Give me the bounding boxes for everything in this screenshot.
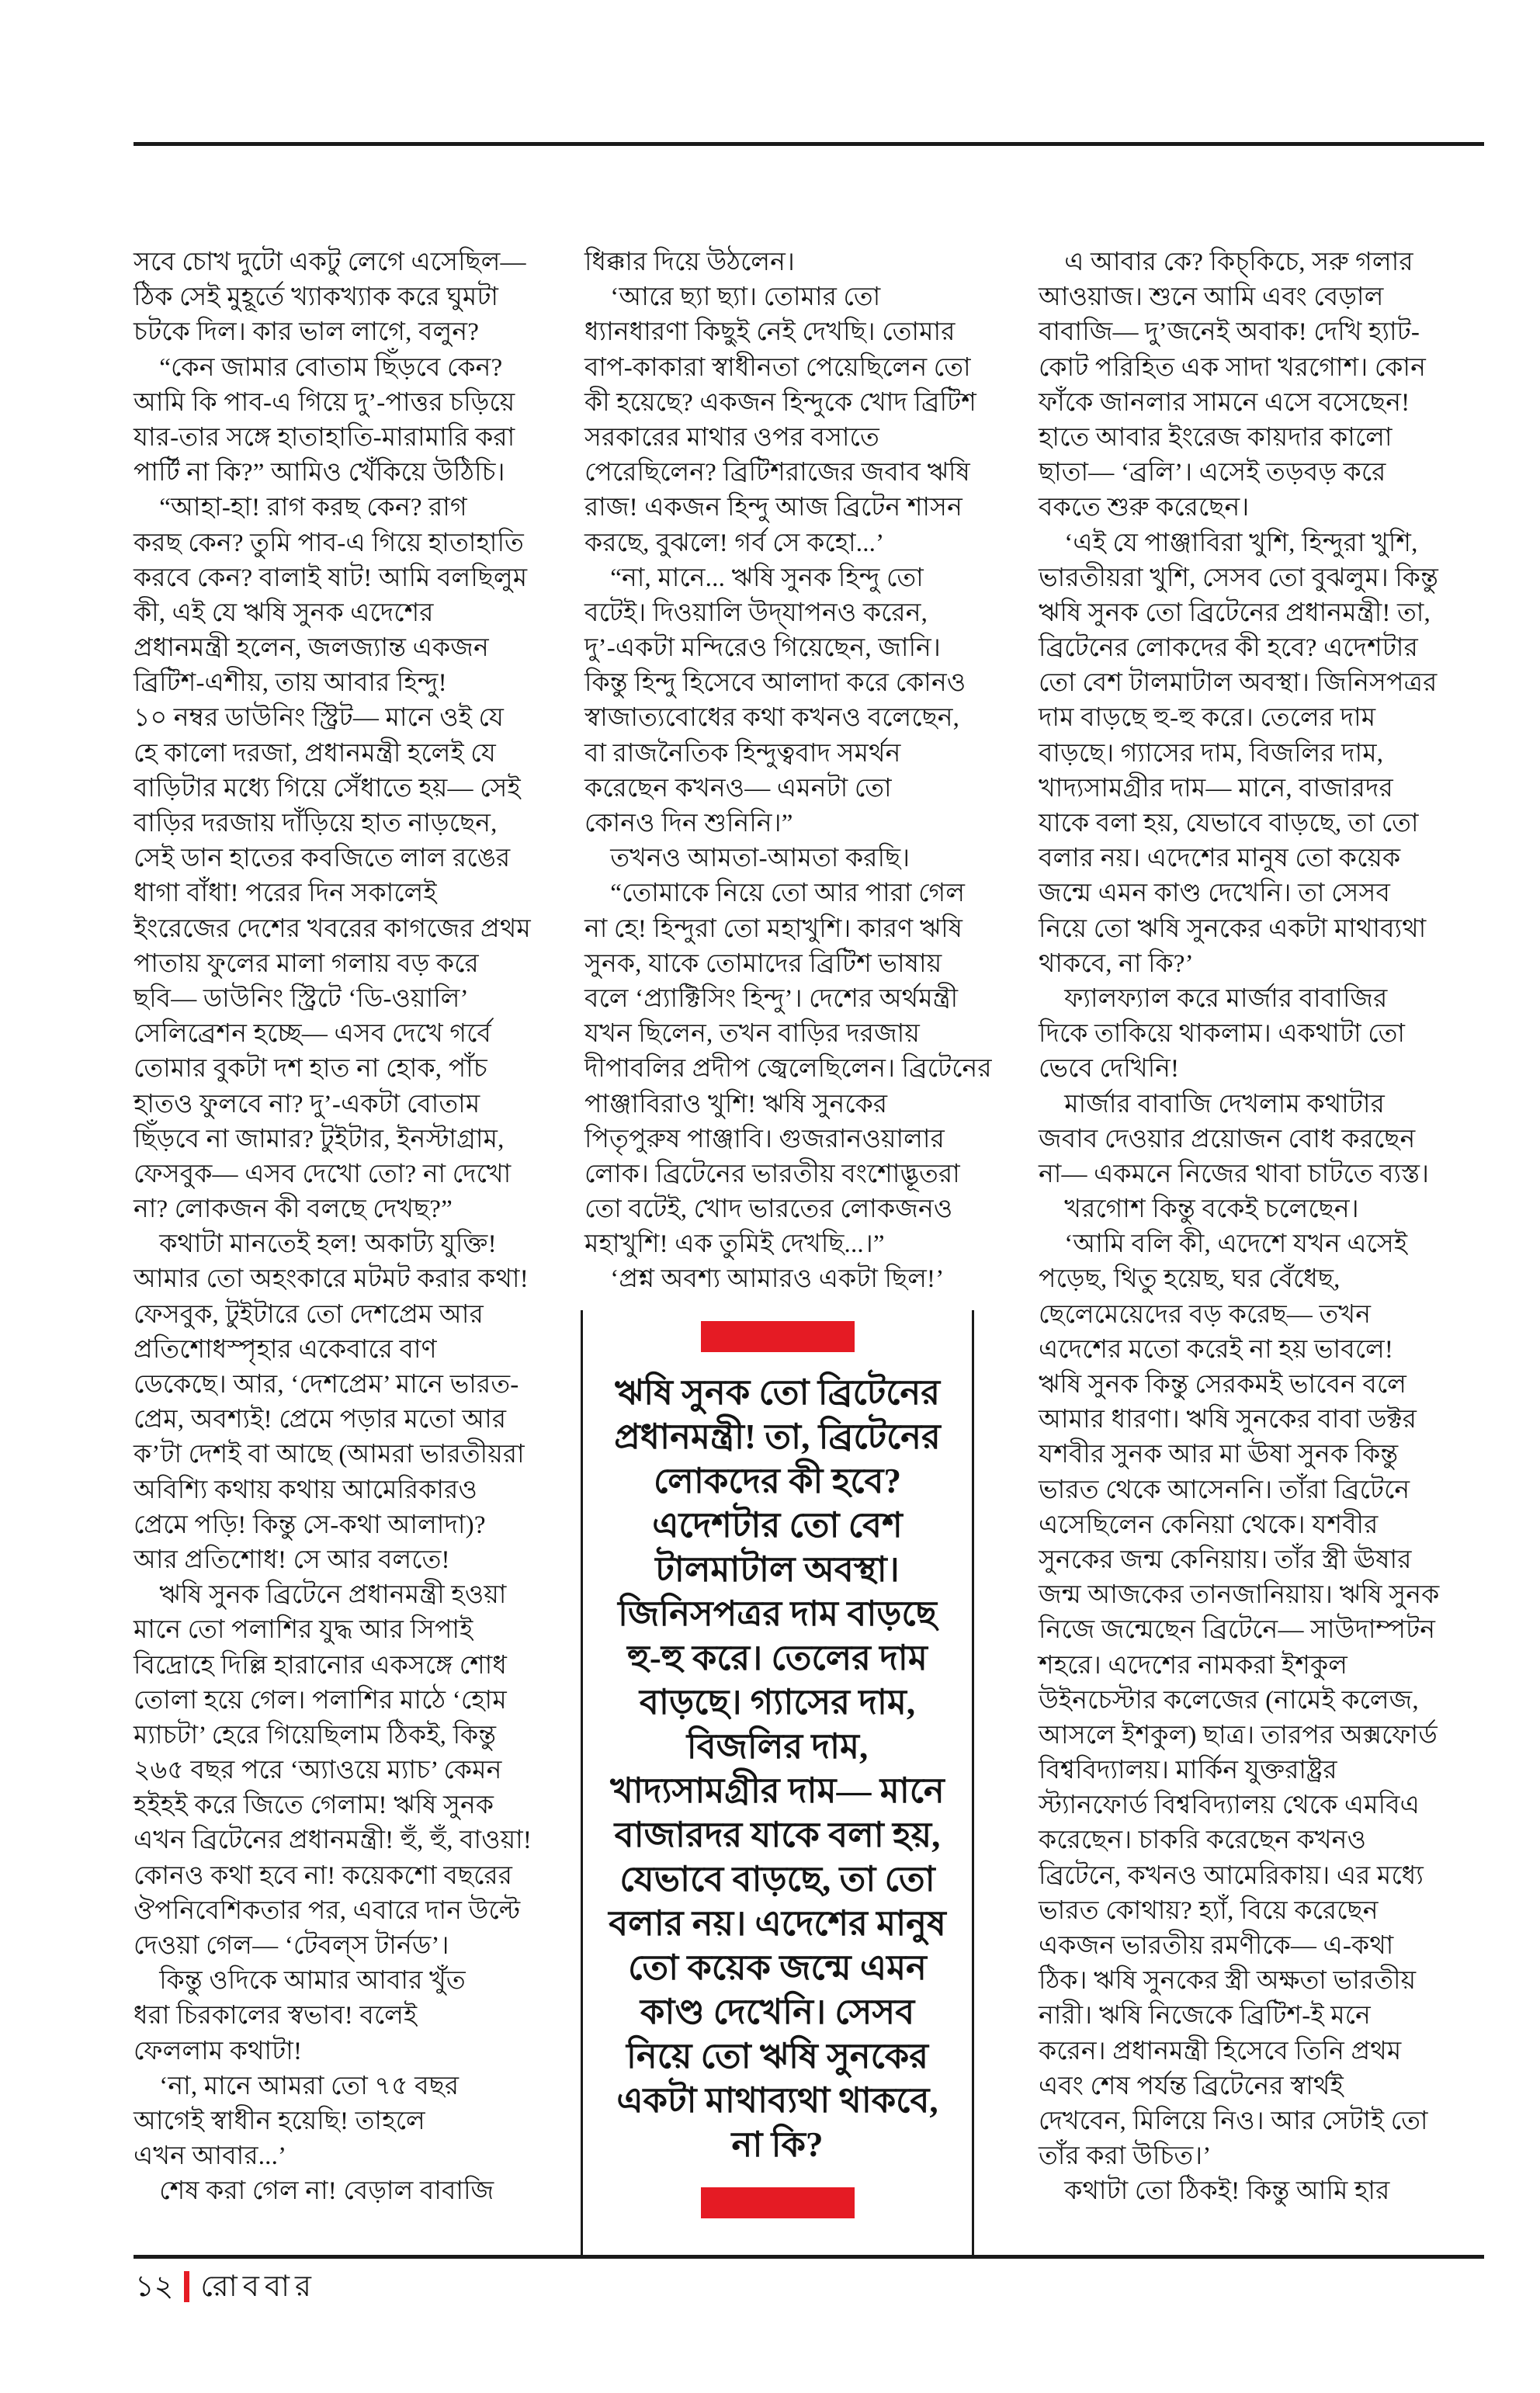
text-line: ‘এই যে পাঞ্জাবিরা খুশি, হিন্দুরা খুশি, (1039, 529, 1418, 557)
text-line: জন্মে এমন কাণ্ড দেখেনি। তা সেসব (1039, 879, 1391, 908)
text-line: আওয়াজ। শুনে আমি এবং বেড়াল (1039, 283, 1384, 312)
text-line: জন্ম আজকের তানজানিয়ায়। ঋষি সুনক (1039, 1581, 1440, 1610)
text-line: কোনও কথা হবে না! কয়েকশো বছরের (134, 1861, 513, 1890)
text-line: থাকবে, না কি?’ (1039, 949, 1194, 978)
text-line: আমার ধারণা। ঋষি সুনকের বাবা ডক্টর (1039, 1406, 1417, 1434)
text-line: তো বেশ টালমাটাল অবস্থা। জিনিসপত্রর (1039, 669, 1438, 698)
text-line: কী, এই যে ঋষি সুনক এদেশের (134, 598, 434, 627)
text-line: যাকে বলা হয়, যেভাবে বাড়ছে, তা তো (1039, 810, 1419, 838)
text-line: ব্রিটিশ-এশীয়, তায় আবার হিন্দু! (134, 669, 447, 698)
text-line: পেরেছিলেন? ব্রিটিশরাজের জবাব ঋষি (584, 459, 970, 487)
text-line: আগেই স্বাধীন হয়েছি! তাহলে (134, 2107, 425, 2135)
text-line: স্বাজাত্যবোধের কথা কখনও বলেছেন, (584, 704, 960, 733)
pull-quote-line: বিজলির দাম, (686, 1727, 869, 1766)
text-line: প্রধানমন্ত্রী হলেন, জলজ্যান্ত একজন (134, 634, 489, 663)
text-line: মার্জার বাবাজি দেখলাম কথাটার (1039, 1090, 1385, 1118)
text-line: ধাগা বাঁধা! পরের দিন সকালেই (134, 879, 437, 908)
text-line: পিতৃপুরুষ পাঞ্জাবি। গুজরানওয়ালার (584, 1125, 945, 1153)
pull-quote-line: বাড়ছে। গ্যাসের দাম, (639, 1683, 916, 1722)
text-line: শেষ করা গেল না! বেড়াল বাবাজি (134, 2177, 494, 2206)
text-line: বাবাজি— দু’জনেই অবাক! দেখি হ্যাট- (1039, 318, 1420, 347)
text-line: করছ কেন? তুমি পাব-এ গিয়ে হাতাহাতি (134, 529, 524, 557)
text-line: এখন ব্রিটেনের প্রধানমন্ত্রী! হুঁ, হুঁ, বাওয়া! (134, 1826, 532, 1855)
text-line: ক’টা দেশই বা আছে (আমরা ভারতীয়রা (134, 1441, 525, 1469)
text-line: করেন। প্রধানমন্ত্রী হিসেবে তিনি প্রথম (1039, 2037, 1402, 2065)
text-line: পাতায় ফুলের মালা গলায় বড় করে (134, 949, 479, 978)
text-line: সবে চোখ দুটো একটু লেগে এসেছিল— (134, 248, 526, 276)
text-line: ভারত কোথায়? হ্যাঁ, বিয়ে করেছেন (1039, 1896, 1379, 1925)
text-line: এবং শেষ পর্যন্ত ব্রিটেনের স্বার্থই (1039, 2072, 1344, 2100)
article-column-right (1039, 245, 1440, 2210)
text-line: ব্রিটেনের লোকদের কী হবে? এদেশটার (1039, 634, 1418, 663)
text-line: প্রেম, অবশ্যই! প্রেমে পড়ার মতো আর (134, 1406, 507, 1434)
footer-divider-rule (134, 2255, 1484, 2259)
text-line: কোনও দিন শুনিনি।” (584, 810, 793, 838)
text-line: করছে, বুঝলে! গর্ব সে কহো...’ (584, 529, 885, 557)
pull-quote-line: খাদ্যসামগ্রীর দাম— মানে (610, 1771, 945, 1810)
text-line: তো বটেই, খোদ ভারতের লোকজনও (584, 1195, 953, 1224)
text-line: ছাতা— ‘ব্রলি’। এসেই তড়বড় করে (1039, 459, 1386, 487)
text-line: বিদ্রোহে দিল্লি হারানোর একসঙ্গে শোধ (134, 1651, 508, 1680)
text-line: লোক। ব্রিটেনের ভারতীয় বংশোদ্ভূতরা (584, 1160, 960, 1188)
text-line: অবিশ্যি কথায় কথায় আমেরিকারও (134, 1476, 477, 1504)
text-line: করেছেন কখনও— এমনটা তো (584, 774, 892, 803)
pull-quote-divider-right (972, 1310, 974, 2256)
text-line: রাজ! একজন হিন্দু আজ ব্রিটেন শাসন (584, 494, 963, 522)
text-line: দেওয়া গেল— ‘টেবল্‌স টার্নড’। (134, 1932, 449, 1960)
pull-quote-line: বলার নয়। এদেশের মানুষ (609, 1904, 946, 1943)
text-line: কিন্তু হিন্দু হিসেবে আলাদা করে কোনও (584, 669, 966, 698)
text-line: “তোমাকে নিয়ে তো আর পারা গেল (584, 879, 966, 908)
text-line: ঠিক সেই মুহূর্তে খ্যাকখ্যাক করে ঘুমটা (134, 283, 499, 312)
text-line: সেলিব্রেশন হচ্ছে— এসব দেখে গর্বে (134, 1020, 491, 1049)
text-line: মানে তো পলাশির যুদ্ধ আর সিপাই (134, 1616, 473, 1645)
text-line: করবে কেন? বালাই ষাট! আমি বলছিলুম (134, 564, 528, 592)
pull-quote-line: নিয়ে তো ঋষি সুনকের (626, 2037, 928, 2076)
text-line: আমি কি পাব-এ গিয়ে দু’-পাত্তর চড়িয়ে (134, 388, 515, 417)
text-line: ‘আরে ছ্যা ছ্যা। তোমার তো (584, 283, 881, 312)
page-footer (135, 2270, 317, 2304)
text-line: ধরা চিরকালের স্বভাব! বলেই (134, 2002, 418, 2031)
text-line: ধিক্কার দিয়ে উঠলেন। (584, 248, 796, 276)
text-line: ‘আমি বলি কী, এদেশে যখন এসেই (1039, 1230, 1408, 1259)
text-line: ভারত থেকে আসেননি। তাঁরা ব্রিটেনে (1039, 1476, 1410, 1504)
text-line: বাড়িটার মধ্যে গিয়ে সেঁধাতে হয়— সেই (134, 774, 521, 803)
pull-quote-line: বাজারদর যাকে বলা হয়, (614, 1816, 941, 1854)
text-line: করেছেন। চাকরি করেছেন কখনও (1039, 1826, 1367, 1855)
text-line: ঋষি সুনক ব্রিটেনে প্রধানমন্ত্রী হওয়া (134, 1581, 507, 1610)
pull-quote-line: না কি? (731, 2125, 824, 2164)
pull-quote-line: হু-হু করে। তেলের দাম (627, 1639, 928, 1677)
text-line: না? লোকজন কী বলছে দেখছ?” (134, 1195, 453, 1224)
text-line: একজন ভারতীয় রমণীকে— এ-কথা (1039, 1932, 1394, 1960)
text-line: বিশ্ববিদ্যালয়। মার্কিন যুক্তরাষ্ট্রর (1039, 1757, 1337, 1785)
text-line: ২৬৫ বছর পরে ‘অ্যাওয়ে ম্যাচ’ কেমন (134, 1757, 502, 1785)
text-line: প্রতিশোধস্পৃহার একেবারে বাণ (134, 1335, 437, 1364)
text-line: ইংরেজের দেশের খবরের কাগজের প্রথম (134, 914, 531, 943)
text-line: হে কালো দরজা, প্রধানমন্ত্রী হলেই যে (134, 739, 496, 768)
text-line: দীপাবলির প্রদীপ জ্বেলেছিলেন। ব্রিটেনের (584, 1055, 992, 1084)
pull-quote-line: টালমাটাল অবস্থা। (655, 1550, 900, 1589)
text-line: নিয়ে তো ঋষি সুনকের একটা মাথাব্যথা (1039, 914, 1427, 943)
pull-quote-line: একটা মাথাব্যথা থাকবে, (616, 2081, 938, 2120)
pull-quote-line: যেভাবে বাড়ছে, তা তো (619, 1860, 935, 1899)
text-line: ম্যাচটা’ হেরে গিয়েছিলাম ঠিকই, কিন্তু (134, 1721, 497, 1750)
text-line: নারী। ঋষি নিজেকে ব্রিটিশ-ই মনে (1039, 2002, 1371, 2031)
text-line: খরগোশ কিন্তু বকেই চলেছেন। (1039, 1195, 1359, 1224)
text-line: ফ্যালফ্যাল করে মার্জার বাবাজির (1039, 984, 1388, 1013)
text-line: বটেই। দিওয়ালি উদ্‌যাপনও করেন, (584, 598, 928, 627)
text-line: ঔপনিবেশিকতার পর, এবারে দান উল্টে (134, 1896, 521, 1925)
pull-quote-line: কাণ্ড দেখেনি। সেসব (640, 1992, 915, 2031)
text-line: যশবীর সুনক আর মা ঊষা সুনক কিন্তু (1039, 1441, 1399, 1469)
text-line: বাপ-কাকারা স্বাধীনতা পেয়েছিলেন তো (584, 353, 971, 382)
text-line: এখন আবার...’ (134, 2142, 287, 2171)
text-line: সরকারের মাথার ওপর বসাতে (584, 423, 879, 452)
top-divider-rule (134, 142, 1484, 146)
text-line: ভেবে দেখিনি! (1039, 1055, 1180, 1084)
text-line: ছিঁড়বে না জামার? টুইটার, ইনস্টাগ্রাম, (134, 1125, 505, 1153)
text-line: “না, মানে... ঋষি সুনক হিন্দু তো (584, 564, 924, 592)
pull-quote-line: ঋষি সুনক তো ব্রিটেনের (615, 1373, 940, 1412)
article-column-middle (584, 245, 992, 1298)
text-line: ঠিক। ঋষি সুনকের স্ত্রী অক্ষতা ভারতীয় (1039, 1967, 1417, 1996)
text-line: দাম বাড়ছে হু-হু করে। তেলের দাম (1039, 704, 1376, 733)
text-line: ফেসবুক— এসব দেখো তো? না দেখো (134, 1160, 512, 1188)
text-line: সেই ডান হাতের কবজিতে লাল রঙের (134, 844, 511, 873)
text-line: তাঁর করা উচিত।’ (1039, 2142, 1212, 2171)
text-line: ঋষি সুনক তো ব্রিটেনের প্রধানমন্ত্রী! তা, (1039, 598, 1431, 627)
text-line: “আহা-হা! রাগ করছ কেন? রাগ (134, 494, 467, 522)
footer-page-number: ১২ (135, 2270, 174, 2303)
pull-quote-line: তো কয়েক জন্মে এমন (628, 1948, 927, 1987)
text-line: ঋষি সুনক কিন্তু সেরকমই ভাবেন বলে (1039, 1371, 1407, 1399)
footer-publication-name: রোববার (200, 2270, 317, 2303)
text-line: নিজে জন্মেছেন ব্রিটেনে— সাউদাম্পটন (1039, 1616, 1436, 1645)
text-line: কী হয়েছে? একজন হিন্দুকে খোদ ব্রিটিশ (584, 388, 976, 417)
text-line: এ আবার কে? কিচ্‌কিচে, সরু গলার (1039, 248, 1413, 276)
text-line: পড়েছ, থিতু হয়েছ, ঘর বেঁধেছ, (1039, 1265, 1341, 1294)
text-line: তখনও আমতা-আমতা করছি। (584, 844, 910, 873)
pull-quote-top-red-bar (701, 1321, 855, 1352)
text-line: এদেশের মতো করেই না হয় ভাবলে! (1039, 1335, 1394, 1364)
text-line: চটকে দিল। কার ভাল লাগে, বলুন? (134, 318, 480, 347)
pull-quote-box (583, 1310, 972, 2218)
text-line: প্রেমে পড়ি! কিন্তু সে-কথা আলাদা)? (134, 1510, 486, 1539)
text-line: বকতে শুরু করেছেন। (1039, 494, 1250, 522)
text-line: সুনক, যাকে তোমাদের ব্রিটিশ ভাষায় (584, 949, 942, 978)
pull-quote-line: জিনিসপত্রর দাম বাড়ছে (618, 1594, 937, 1633)
text-line: পার্টি না কি?” আমিও খেঁকিয়ে উঠিচি। (134, 459, 505, 487)
text-line: বলার নয়। এদেশের মানুষ তো কয়েক (1039, 844, 1401, 873)
text-line: হইহই করে জিতে গেলাম! ঋষি সুনক (134, 1791, 494, 1820)
text-line: মহাখুশি! এক তুমিই দেখছি...।” (584, 1230, 885, 1259)
text-line: ‘না, মানে আমরা তো ৭৫ বছর (134, 2072, 460, 2100)
text-line: ভারতীয়রা খুশি, সেসব তো বুঝলুম। কিন্তু (1039, 564, 1439, 592)
text-line: বা রাজনৈতিক হিন্দুত্ববাদ সমর্থন (584, 739, 901, 768)
text-line: ছেলেমেয়েদের বড় করেছ— তখন (1039, 1300, 1372, 1329)
text-line: বলে ‘প্র্যাক্টিসিং হিন্দু’। দেশের অর্থমন্ত্রী (584, 984, 959, 1013)
text-line: কথাটা তো ঠিকই! কিন্তু আমি হার (1039, 2177, 1390, 2206)
text-line: শহরে। এদেশের নামকরা ইশকুল (1039, 1651, 1348, 1680)
pull-quote-line: এদেশটার তো বেশ (652, 1506, 903, 1545)
text-line: দিকে তাকিয়ে থাকলাম। একথাটা তো (1039, 1020, 1406, 1049)
text-line: কোট পরিহিত এক সাদা খরগোশ। কোন (1039, 353, 1427, 382)
text-line: দু’-একটা মন্দিরেও গিয়েছেন, জানি। (584, 634, 941, 663)
text-line: “কেন জামার বোতাম ছিঁড়বে কেন? (134, 353, 503, 382)
text-line: ফেসবুক, টুইটারে তো দেশপ্রেম আর (134, 1300, 484, 1329)
text-line: দেখবেন, মিলিয়ে নিও। আর সেটাই তো (1039, 2107, 1428, 2135)
text-line: কথাটা মানতেই হল! অকাট্য যুক্তি! (134, 1230, 497, 1259)
text-line: না— একমনে নিজের থাবা চাটতে ব্যস্ত। (1039, 1160, 1430, 1188)
text-line: ‘প্রশ্ন অবশ্য আমারও একটা ছিল!’ (584, 1265, 945, 1294)
text-line: হাতও ফুলবে না? দু’-একটা বোতাম (134, 1090, 480, 1118)
text-line: যখন ছিলেন, তখন বাড়ির দরজায় (584, 1020, 921, 1049)
text-line: ফাঁকে জানলার সামনে এসে বসেছেন! (1039, 388, 1410, 417)
pull-quote-line: লোকদের কী হবে? (654, 1462, 901, 1500)
text-line: এসেছিলেন কেনিয়া থেকে। যশবীর (1039, 1510, 1379, 1539)
text-line: যার-তার সঙ্গে হাতাহাতি-মারামারি করা (134, 423, 515, 452)
text-line: জবাব দেওয়ার প্রয়োজন বোধ করছেন (1039, 1125, 1416, 1153)
text-line: না হে! হিন্দুরা তো মহাখুশি। কারণ ঋষি (584, 914, 963, 943)
text-line: কিন্তু ওদিকে আমার আবার খুঁত (134, 1967, 466, 1996)
text-line: ব্রিটেনে, কখনও আমেরিকায়। এর মধ্যে (1039, 1861, 1424, 1890)
text-line: হাতে আবার ইংরেজ কায়দার কালো (1039, 423, 1393, 452)
text-line: বাড়ির দরজায় দাঁড়িয়ে হাত নাড়ছেন, (134, 810, 498, 838)
text-line: ডেকেছে। আর, ‘দেশপ্রেম’ মানে ভারত- (134, 1371, 519, 1399)
text-line: পাঞ্জাবিরাও খুশি! ঋষি সুনকের (584, 1090, 888, 1118)
text-line: তোলা হয়ে গেল। পলাশির মাঠে ‘হোম (134, 1686, 507, 1715)
text-line: আসলে ইশকুল) ছাত্র। তারপর অক্সফোর্ড (1039, 1721, 1438, 1750)
text-line: তোমার বুকটা দশ হাত না হোক, পাঁচ (134, 1055, 487, 1084)
text-line: খাদ্যসামগ্রীর দাম— মানে, বাজারদর (1039, 774, 1393, 803)
article-column-left (134, 245, 532, 2210)
text-line: আমার তো অহংকারে মটমট করার কথা! (134, 1265, 529, 1294)
text-line: সুনকের জন্ম কেনিয়ায়। তাঁর স্ত্রী ঊষার (1039, 1545, 1412, 1574)
pull-quote-line: প্রধানমন্ত্রী! তা, ব্রিটেনের (614, 1417, 941, 1456)
text-line: ছবি— ডাউনিং স্ট্রিটে ‘ডি-ওয়ালি’ (134, 984, 469, 1013)
text-line: আর প্রতিশোধ! সে আর বলতে! (134, 1545, 450, 1574)
footer-red-separator (184, 2271, 189, 2302)
text-line: ১০ নম্বর ডাউনিং স্ট্রিট— মানে ওই যে (134, 704, 505, 733)
text-line: স্ট্যানফোর্ড বিশ্ববিদ্যালয় থেকে এমবিএ (1039, 1791, 1420, 1820)
pull-quote-bottom-red-bar (701, 2187, 855, 2218)
text-line: ধ্যানধারণা কিছুই নেই দেখছি। তোমার (584, 318, 956, 347)
text-line: ফেললাম কথাটা! (134, 2037, 303, 2065)
text-line: উইনচেস্টার কলেজের (নামেই কলেজ, (1039, 1686, 1419, 1715)
pull-quote-text (583, 1371, 972, 2167)
text-line: বাড়ছে। গ্যাসের দাম, বিজলির দাম, (1039, 739, 1384, 768)
